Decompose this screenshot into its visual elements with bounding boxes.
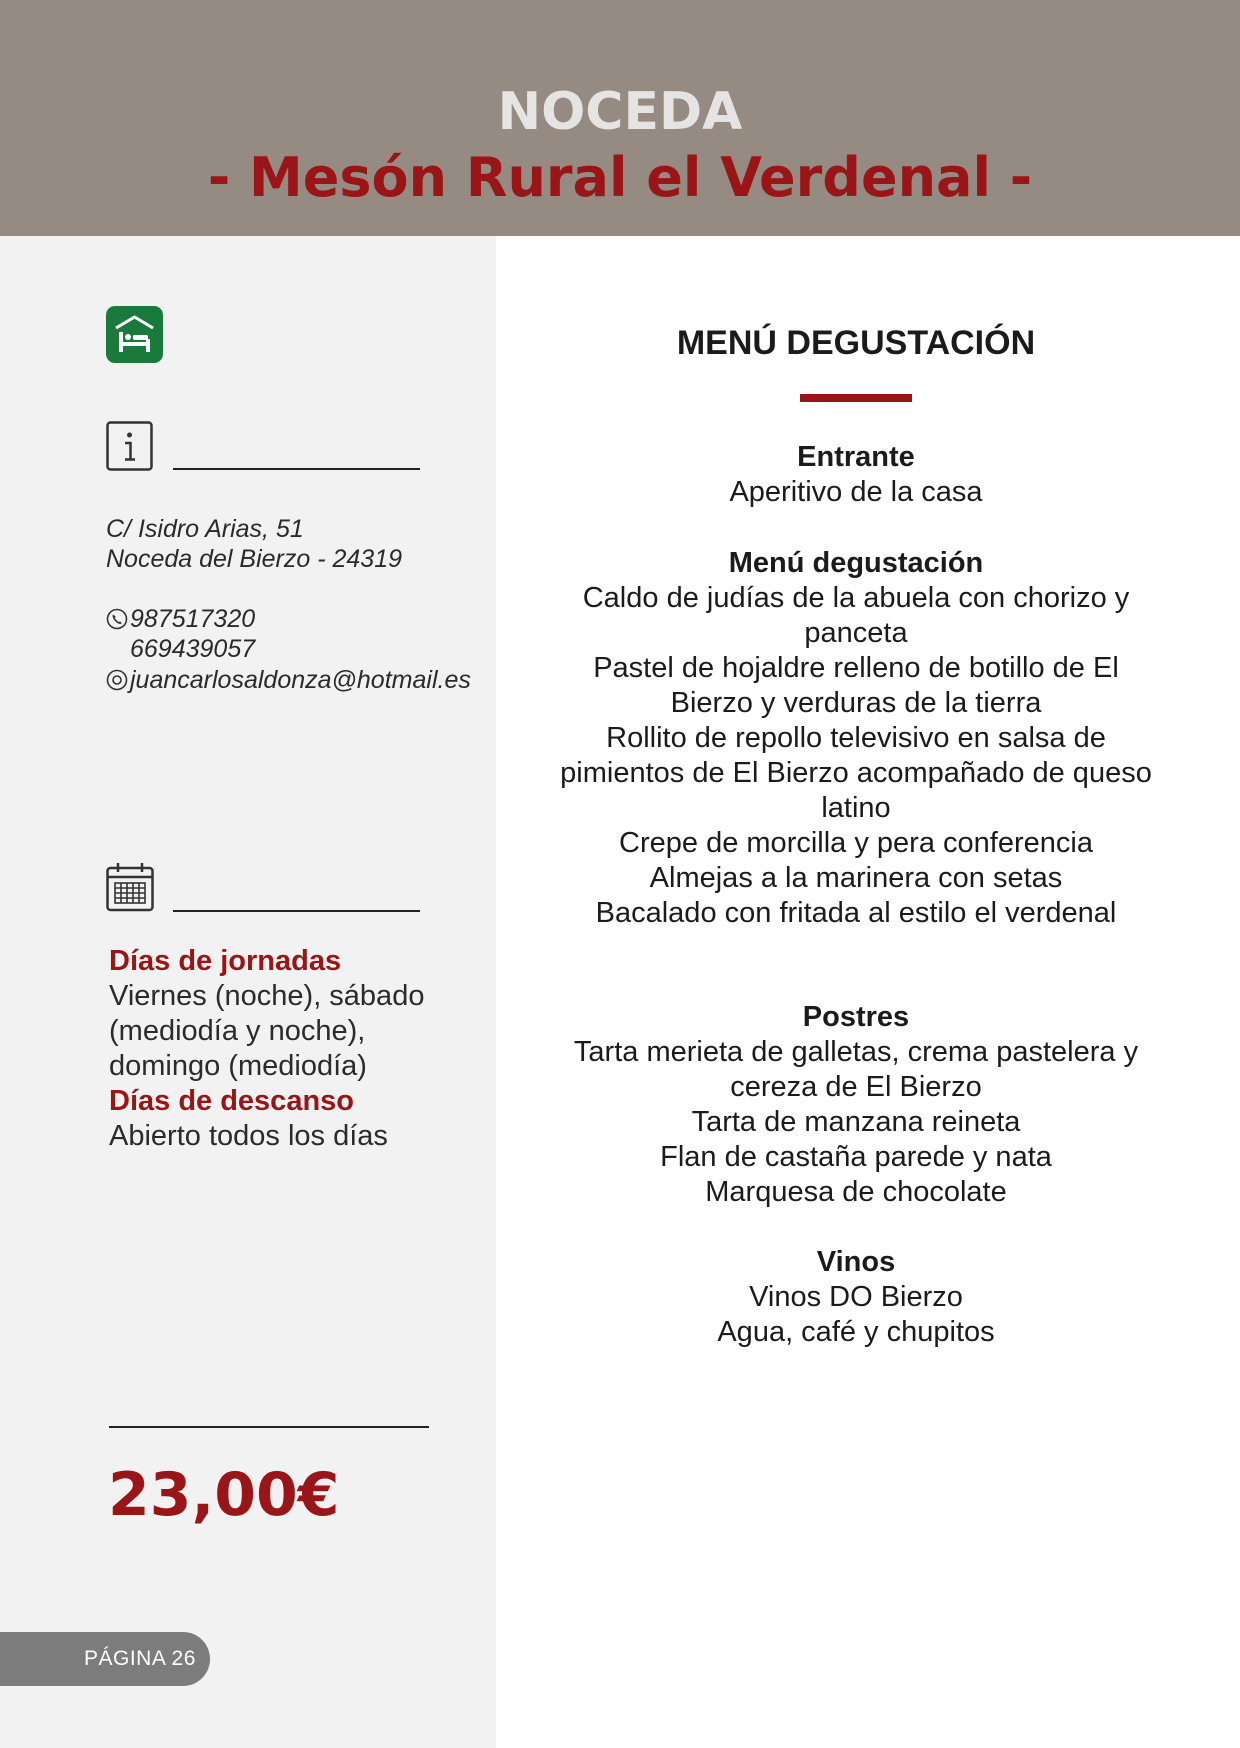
menu-title: MENÚ DEGUSTACIÓN — [676, 324, 1036, 362]
restaurant-title: - Mesón Rural el Verdenal - — [207, 146, 1033, 209]
menu-section-degustacion — [556, 546, 1156, 931]
menu-item: Rollito de repollo televisivo en salsa de pimientos de El Bierzo acompañado de queso latino — [560, 722, 1152, 824]
menu-section-vinos — [556, 1245, 1156, 1350]
menu-item: Marquesa de chocolate — [705, 1176, 1007, 1208]
page-number-tab — [0, 1632, 210, 1686]
address-block — [106, 514, 402, 574]
menu-item: Caldo de judías de la abuela con chorizo y panceta — [582, 582, 1130, 649]
header-banner — [0, 0, 1240, 236]
menu-item: Agua, café y chupitos — [717, 1316, 995, 1348]
calendar-icon — [106, 862, 154, 912]
address-town: Noceda del Bierzo - 24319 — [106, 545, 403, 573]
phone-icon — [106, 608, 128, 630]
menu-item: Pastel de hojaldre relleno de botillo de El Bierzo y verduras de la tierra — [593, 652, 1119, 719]
phone-primary[interactable] — [106, 604, 255, 634]
menu-item: Flan de castaña parede y nata — [660, 1141, 1052, 1173]
email-link[interactable] — [106, 665, 471, 695]
phone-secondary[interactable]: 669439057 — [130, 635, 256, 663]
days-label: Días de jornadas — [109, 945, 342, 977]
menu-item: Aperitivo de la casa — [729, 476, 983, 508]
menu-panel — [556, 318, 1156, 1348]
section-title: Menú degustación — [728, 547, 984, 579]
section-title: Entrante — [797, 441, 915, 473]
menu-price: 23,00€ — [108, 1460, 340, 1530]
schedule-divider — [173, 910, 420, 912]
town-title: NOCEDA — [497, 82, 743, 142]
menu-item: Tarta merieta de galletas, crema pastelera y cereza de El Bierzo — [573, 1036, 1139, 1103]
lodging-icon — [106, 306, 163, 363]
phone-primary-number: 987517320 — [130, 605, 256, 633]
section-title: Vinos — [816, 1246, 896, 1278]
page-number: PÁGINA 26 — [84, 1647, 196, 1670]
rest-text: Abierto todos los días — [109, 1120, 388, 1152]
email-icon — [106, 669, 128, 691]
menu-item: Almejas a la marinera con setas — [649, 862, 1063, 894]
menu-section-entrante — [556, 440, 1156, 510]
menu-item: Crepe de morcilla y pera conferencia — [619, 827, 1093, 859]
address-street: C/ Isidro Arias, 51 — [106, 515, 304, 543]
schedule-block — [109, 944, 469, 1154]
email-address: juancarlosaldonza@hotmail.es — [130, 666, 471, 694]
section-title: Postres — [802, 1001, 910, 1033]
menu-item: Bacalado con fritada al estilo el verdenal — [595, 897, 1117, 929]
title-underline — [800, 394, 912, 402]
info-icon — [106, 421, 153, 471]
menu-item: Vinos DO Bierzo — [749, 1281, 963, 1313]
price-divider — [109, 1426, 429, 1428]
days-text: Viernes (noche), sábado (mediodía y noche), domingo (mediodía) — [109, 980, 425, 1082]
menu-section-postres — [556, 1000, 1156, 1210]
rest-label: Días de descanso — [109, 1085, 354, 1117]
menu-item: Tarta de manzana reineta — [691, 1106, 1021, 1138]
info-divider — [173, 468, 420, 470]
